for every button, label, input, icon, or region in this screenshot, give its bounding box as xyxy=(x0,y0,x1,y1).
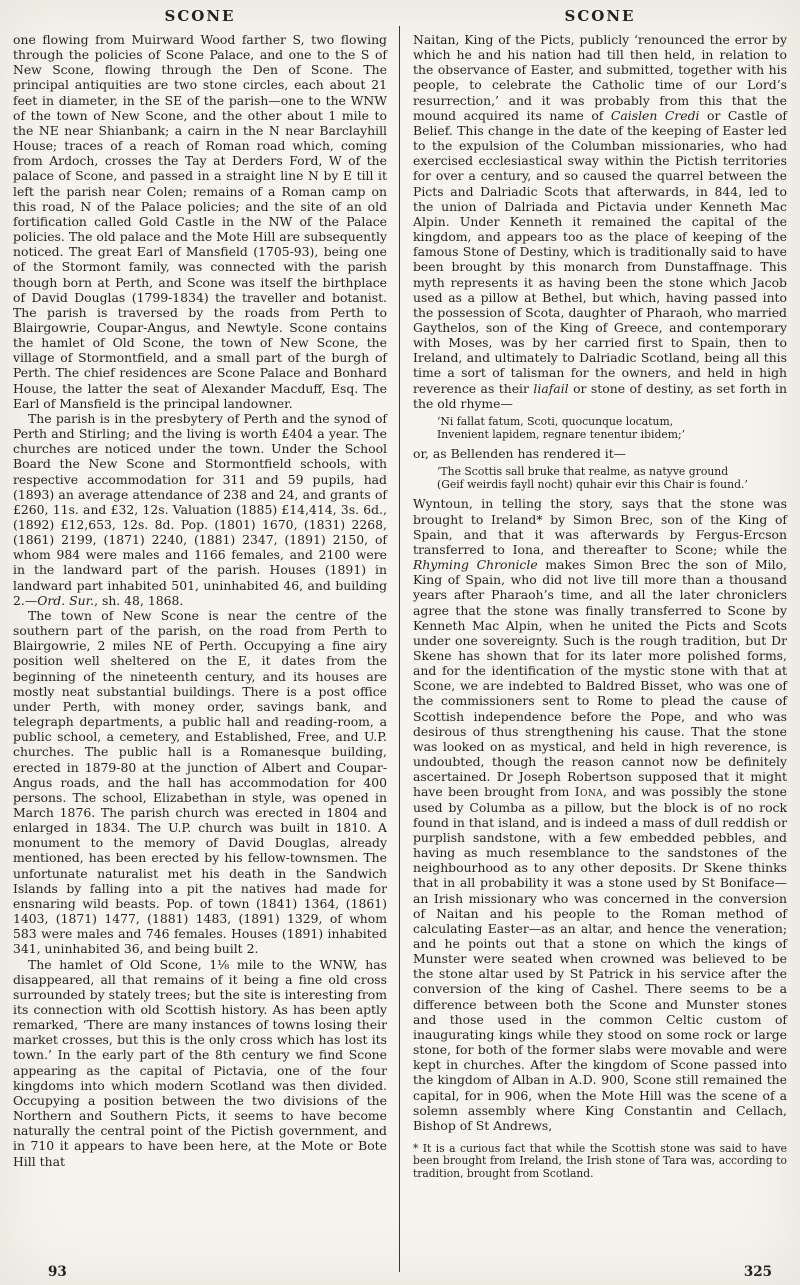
left-page-number: 93 xyxy=(48,1264,67,1280)
paragraph: The town of New Scone is near the centre of the southern part of the parish, on the road from Perth to Blairgowrie, 2 miles NE of Perth. Occupying a fine airy position well sheltered on the E, it dates from the beginning of the nineteenth century, and its houses are mostly neat substantial buildings. There is a post office under Perth, with money order, savings bank, and telegraph departments, a public hall and reading-room, a public school, a cemetery, and Established, Free, and U.P. churches. The public hall is a Romanesque building, erected in 1879-80 at the junction of Albert and Coupar-Angus roads, and the hall has accommodation for 400 persons. The school, Elizabethan in style, was opened in March 1876. The parish church was erected in 1804 and enlarged in 1834. The U.P. church was built in 1810. A monument to the memory of David Douglas, already mentioned, has been erected by his fellow-townsmen. The unfortunate naturalist met his death in the Sandwich Islands by falling into a pit the natives had made for ensnaring wild beasts. Pop. of town (1841) 1364, (1861) 1403, (1871) 1477, (1881) 1483, (1891) 1329, of whom 583 were males and 746 females. Houses (1891) inhabited 341, uninhabited 36, and being built 2. xyxy=(13,607,387,957)
paragraph: The parish is in the presbytery of Perth and the synod of Perth and Stirling; and the living is worth £404 a year. The churches are noticed under the town. Under the School Board the New Scone and Stormontfield schools, with respective accommodation for 311 and 59 pupils, had (1893) an average attendance of 238 and 24, and grants of £260, 11s. and £32, 12s. Valuation (1885) £14,414, 3s. 6d., (1892) £12,653, 12s. 8d. Pop. (1801) 1670, (1831) 2268, (1861) 2199, (1871) 2240, (1881) 2347, (1891) 2150, of whom 984 were males and 1166 females, and 2100 were in the landward part of the parish. Houses (1891) in landward part inhabited 501, uninhabited 46, and building 2.—Ord. Sur., sh. 48, 1868. xyxy=(13,410,387,608)
paragraph: The hamlet of Old Scone, 1⅛ mile to the WNW, has disappeared, all that remains of it being a fine old cross surrounded by stately trees; but the site is interesting from its connection with old Scottish history. As has been aptly remarked, ‘There are many instances of towns losing their market crosses, but this is the only cross which has lost its town.’ In the early part of the 8th century we find Scone appearing as the capital of Pictavia, one of the four kingdoms into which modern Scotland was then divided. Occupying a position between the two divisions of the Northern and Southern Picts, it seems to have become naturally the central point of the Pictish government, and in 710 it appears to have been here, at the Mote or Bote Hill that xyxy=(13,956,387,1169)
footnote: * It is a curious fact that while the Scottish stone was said to have been brought from Ireland, the Irish stone of Tara was, according to tradition, brought from Scotland. xyxy=(413,1142,787,1180)
verse-quote xyxy=(437,416,787,441)
right-page-number: 325 xyxy=(743,1264,772,1280)
column-divider-rule xyxy=(399,26,400,1272)
right-column xyxy=(413,7,787,1180)
right-running-head: SCONE xyxy=(564,7,636,25)
verse-line: (Geif weirdis fayll nocht) quhair evir this Chair is found.’ xyxy=(437,477,748,491)
paragraph: Wyntoun, in telling the story, says that the stone was brought to Ireland* by Simon Brec, son of the King of Spain, and that it was afterwards by Fergus-Ercson transferred to Iona, and thereafter to Scone; while the Rhyming Chronicle makes Simon Brec the son of Milo, King of Spain, who did not live till more than a thousand years after Pharaoh’s time, and all the later chroniclers agree that the stone was finally transferred to Scone by Kenneth Mac Alpin, when he united the Picts and Scots under one sovereignty. Such is the rough tradition, but Dr Skene has shown that for its later more polished forms, and for the identification of the mystic stone with that at Scone, we are indebted to Baldred Bisset, who was one of the commissioners sent to Rome to plead the cause of Scottish independence before the Pope, and who was desirous of thus strengthening his cause. That the stone was looked on as mystical, and held in high reverence, is undoubted, though the reason cannot now be definitely ascertained. Dr Joseph Robertson supposed that it might have been brought from Iona, and was possibly the stone used by Columba as a pillow, but the block is of no rock found in that island, and is indeed a mass of dull reddish or purplish sandstone, with a few embedded pebbles, and having as much resemblance to the sandstones of the neighbourhood as to any other deposits. Dr Skene thinks that in all probability it was a stone used by St Boniface—an Irish missionary who was concerned in the conversion of Naitan and his people to the Roman method of calculating Easter—as an altar, and hence the veneration; and he points out that a stone on which the kings of Munster were seated when crowned was believed to be the stone altar used by St Patrick in his service after the conversion of the king of Cashel. There seems to be a difference between both the Scone and Munster stones and those used in the common Celtic custom of inaugurating kings while they stood on some rock or large stone, for both of the former slabs were movable and were kept in churches. After the kingdom of Scone passed into the kingdom of Alban in A.D. 900, Scone still remained the capital, for in 906, when the Mote Hill was the scene of a solemn assembly where King Constantin and Cellach, Bishop of St Andrews, xyxy=(413,496,788,1133)
left-column-text xyxy=(13,32,387,1169)
right-column-text xyxy=(413,32,787,1180)
paragraph: Naitan, King of the Picts, publicly ‘renounced the error by which he and his nation had till then held, in relation to the observance of Easter, and submitted, together with his people, to celebrate the Catholic time of our Lord’s resurrection,’ and it was probably from this that the mound acquired its name of Caislen Credi or Castle of Belief. This change in the date of the keeping of Easter led to the expulsion of the Columban missionaries, who had exercised ecclesiastical sway within the Pictish territories for over a century, and so caused the quarrel between the Picts and Dalriadic Scots that afterwards, in 844, led to the union of Dalriada and Pictavia under Kenneth Mac Alpin. Under Kenneth it remained the capital of the kingdom, and appears too as the place of keeping of the famous Stone of Destiny, which is traditionally said to have been brought by this monarch from Dunstaffnage. This myth represents it as having been the stone which Jacob used as a pillow at Bethel, but which, having passed into the possession of Scota, daughter of Pharaoh, who married Gaythelos, son of the King of Greece, and contemporary with Moses, was by her carried first to Spain, then to Ireland, and ultimately to Dalriadic Scotland, being all this time a sort of talisman for the owners, and held in high reverence as their liafail or stone of destiny, as set forth in the old rhyme— xyxy=(413,32,788,411)
verse-quote xyxy=(437,466,787,491)
verse-line: ‘The Scottis sall bruke that realme, as natyve ground xyxy=(437,465,729,479)
paragraph: or, as Bellenden has rendered it— xyxy=(413,446,627,462)
paragraph: one flowing from Muirward Wood farther S, two flowing through the policies of Scone Palace, and one to the S of New Scone, flowing through the Den of Scone. The principal antiquities are two stone circles, each about 21 feet in diameter, in the SE of the parish—one to the WNW of the town of New Scone, and the other about 1 mile to the NE near Shianbank; a cairn in the N near Barclayhill House; traces of a reach of Roman road which, coming from Ardoch, crosses the Tay at Derders Ford, W of the palace of Scone, and passed in a straight line N by E till it left the parish near Colen; remains of a Roman camp on this road, N of the Palace policies; and the site of an old fortification called Gold Castle in the NW of the Palace policies. The old palace and the Mote Hill are subsequently noticed. The great Earl of Mansfield (1705-93), being one of the Stormont family, was connected with the parish though born at Perth, and Scone was itself the birthplace of David Douglas (1799-1834) the traveller and botanist. The parish is traversed by the roads from Perth to Blairgowrie, Coupar-Angus, and Newtyle. Scone contains the hamlet of Old Scone, the town of New Scone, the village of Stormontfield, and a small part of the burgh of Perth. The chief residences are Scone Palace and Bonhard House, the latter the seat of Alexander Macduff, Esq. The Earl of Mansfield is the principal landowner. xyxy=(13,32,387,411)
left-column xyxy=(13,7,387,1180)
verse-line: Invenient lapidem, regnare tenentur ibidem;’ xyxy=(437,427,686,441)
verse-line: ‘Ni fallat fatum, Scoti, quocunque locatum, xyxy=(437,414,674,428)
left-running-head: SCONE xyxy=(164,7,236,25)
